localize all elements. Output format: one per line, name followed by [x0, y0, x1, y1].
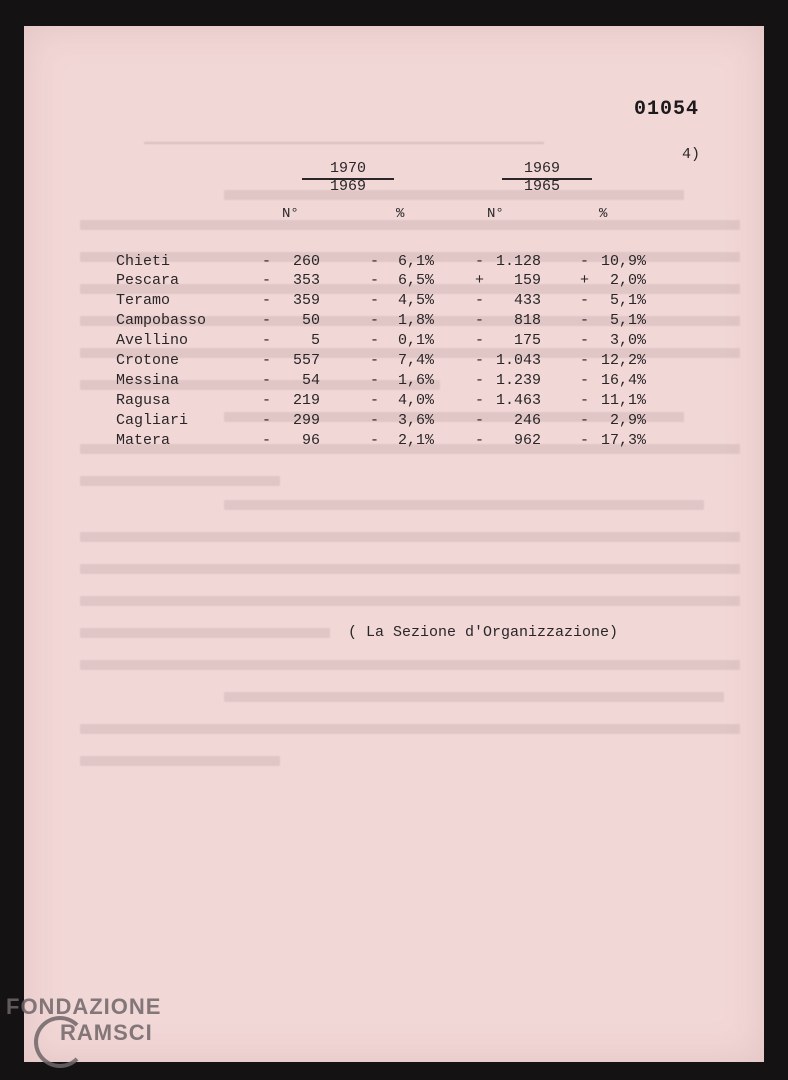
table-row — [24, 352, 764, 372]
value-number-1970: 359 — [292, 292, 320, 309]
sign: - — [580, 392, 590, 409]
table-row — [24, 292, 764, 312]
table-row — [24, 312, 764, 332]
sign: - — [580, 312, 590, 329]
city-name: Pescara — [116, 272, 180, 289]
archive-stamp-number: 01054 — [634, 98, 700, 121]
sign: - — [475, 253, 485, 270]
value-percent-1970: 2,1% — [397, 432, 434, 449]
header-right-bottom: 1965 — [523, 178, 560, 195]
city-name: Cagliari — [116, 412, 189, 429]
value-number-1969: 246 — [513, 412, 541, 429]
sign: - — [475, 332, 485, 349]
city-name: Avellino — [116, 332, 189, 349]
value-number-1970: 353 — [292, 272, 320, 289]
value-number-1970: 54 — [301, 372, 320, 389]
value-percent-1970: 1,8% — [397, 312, 434, 329]
value-number-1970: 5 — [310, 332, 320, 349]
table-row — [24, 392, 764, 412]
sign: - — [262, 312, 272, 329]
value-number-1970: 50 — [301, 312, 320, 329]
value-number-1969: 962 — [513, 432, 541, 449]
g-logo-icon — [34, 1016, 86, 1068]
value-percent-1970: 6,5% — [397, 272, 434, 289]
city-name: Messina — [116, 372, 180, 389]
sign: - — [370, 372, 380, 389]
value-number-1970: 219 — [292, 392, 320, 409]
sign: - — [262, 332, 272, 349]
value-percent-1969: 17,3% — [600, 432, 646, 449]
city-name: Crotone — [116, 352, 180, 369]
value-number-1969: 1.128 — [495, 253, 541, 270]
table-row — [24, 412, 764, 432]
sign: - — [475, 352, 485, 369]
city-name: Campobasso — [116, 312, 207, 329]
sign: - — [262, 272, 272, 289]
value-percent-1969: 5,1% — [609, 292, 646, 309]
value-percent-1969: 2,9% — [609, 412, 646, 429]
sign: - — [262, 432, 272, 449]
sign: - — [262, 292, 272, 309]
value-number-1969: 1.239 — [495, 372, 541, 389]
value-number-1970: 96 — [301, 432, 320, 449]
sign: - — [580, 352, 590, 369]
value-number-1969: 818 — [513, 312, 541, 329]
header-left-bottom: 1969 — [329, 178, 366, 195]
value-number-1969: 433 — [513, 292, 541, 309]
document-page — [24, 26, 764, 1062]
value-percent-1970: 4,0% — [397, 392, 434, 409]
header-right-top: 1969 — [523, 160, 560, 177]
watermark-line-2: RAMSCI — [60, 1020, 153, 1045]
value-percent-1970: 0,1% — [397, 332, 434, 349]
value-percent-1970: 7,4% — [397, 352, 434, 369]
sign: - — [370, 412, 380, 429]
sign: - — [475, 292, 485, 309]
value-number-1969: 175 — [513, 332, 541, 349]
column-label-n2: N° — [487, 206, 504, 222]
column-label-p1: % — [396, 206, 405, 222]
sign: + — [580, 272, 590, 289]
sign: - — [475, 392, 485, 409]
sign: - — [370, 272, 380, 289]
value-percent-1969: 3,0% — [609, 332, 646, 349]
value-percent-1969: 16,4% — [600, 372, 646, 389]
sign: - — [475, 432, 485, 449]
sign: - — [475, 372, 485, 389]
city-name: Teramo — [116, 292, 171, 309]
sign: - — [262, 352, 272, 369]
value-percent-1969: 10,9% — [600, 253, 646, 270]
sign: - — [370, 312, 380, 329]
sign: - — [370, 432, 380, 449]
header-left-top: 1970 — [329, 160, 366, 177]
sign: - — [262, 253, 272, 270]
value-number-1969: 1.463 — [495, 392, 541, 409]
page-number: 4) — [682, 146, 701, 163]
table-row — [24, 332, 764, 352]
city-name: Ragusa — [116, 392, 171, 409]
value-percent-1969: 11,1% — [600, 392, 646, 409]
value-percent-1970: 3,6% — [397, 412, 434, 429]
value-number-1969: 1.043 — [495, 352, 541, 369]
value-percent-1970: 4,5% — [397, 292, 434, 309]
sign: - — [475, 312, 485, 329]
sign: - — [580, 253, 590, 270]
watermark-line-1: FONDAZIONE — [6, 994, 162, 1019]
value-percent-1970: 1,6% — [397, 372, 434, 389]
sign: - — [262, 372, 272, 389]
city-name: Matera — [116, 432, 171, 449]
sign: - — [370, 253, 380, 270]
value-percent-1969: 5,1% — [609, 312, 646, 329]
sign: + — [475, 272, 485, 289]
value-percent-1969: 2,0% — [609, 272, 646, 289]
value-number-1970: 260 — [292, 253, 320, 270]
sign: - — [370, 332, 380, 349]
value-number-1970: 557 — [292, 352, 320, 369]
sign: - — [580, 332, 590, 349]
column-label-n1: N° — [282, 206, 299, 222]
city-name: Chieti — [116, 253, 171, 270]
table-row — [24, 432, 764, 452]
sign: - — [580, 412, 590, 429]
signature-line: ( La Sezione d'Organizzazione) — [348, 624, 619, 641]
sign: - — [262, 412, 272, 429]
value-percent-1969: 12,2% — [600, 352, 646, 369]
sign: - — [580, 372, 590, 389]
value-number-1969: 159 — [513, 272, 541, 289]
sign: - — [370, 352, 380, 369]
sign: - — [580, 292, 590, 309]
sign: - — [580, 432, 590, 449]
table-row — [24, 272, 764, 292]
table-row — [24, 372, 764, 392]
column-label-p2: % — [599, 206, 608, 222]
sign: - — [370, 392, 380, 409]
sign: - — [262, 392, 272, 409]
table-row — [24, 253, 764, 273]
watermark-logo — [6, 994, 161, 1046]
value-number-1970: 299 — [292, 412, 320, 429]
value-percent-1970: 6,1% — [397, 253, 434, 270]
sign: - — [370, 292, 380, 309]
sign: - — [475, 412, 485, 429]
